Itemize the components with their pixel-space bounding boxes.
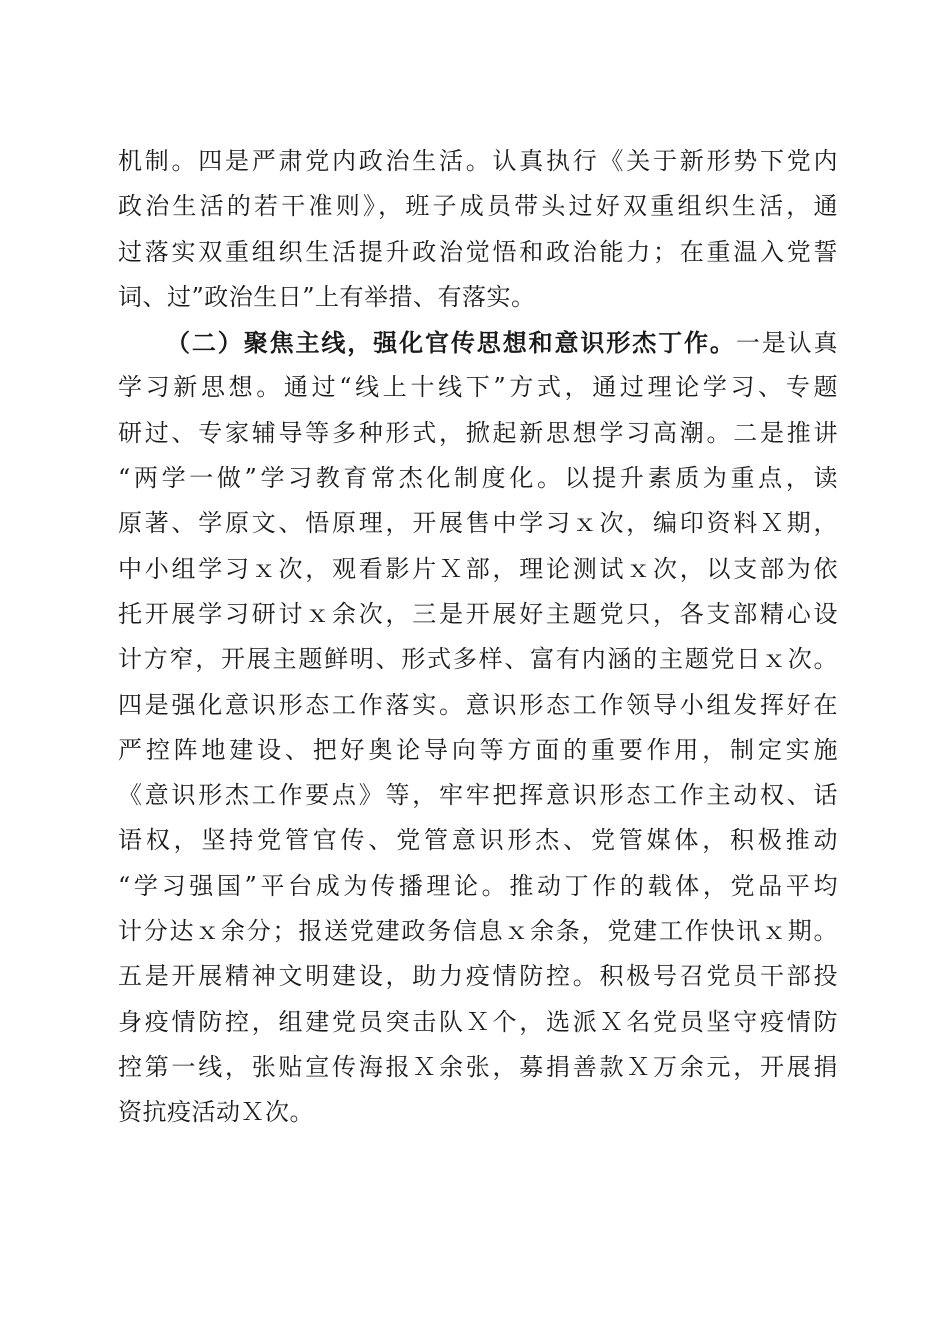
text-line: 计分达ｘ余分；报送党建政务信息ｘ余条，党建工作快讯ｘ期。 [118, 917, 838, 946]
text-line: 机制。四是严肃党内政治生活。认真执行《关于新形势下党内 [118, 147, 838, 175]
text-line: “学习强国”平台成为传播理论。推动丁作的载体，党品平均 [118, 871, 838, 900]
text-line: 托开展学习研讨ｘ余次，三是开展好主题党只，各支部精心设 [118, 599, 838, 628]
text-line: 《意识形杰工作要点》等，牢牢把挥意识形态工作主动权、话 [118, 781, 838, 810]
text-line: 五是开展精神文明建设，助力疫情防控。积极号召党员干部投 [118, 962, 838, 991]
text-line: 过落实双重组织生活提升政治觉悟和政治能力；在重温入党誓 [118, 237, 838, 266]
text-line: 计方窄，开展主题鲜明、形式多样、富有内涵的主题党日ｘ次。 [118, 645, 838, 674]
text-line: 政治生活的若干准则》，班子成员带头过好双重组织生活，通 [118, 192, 838, 221]
text-line: 控第一线，张贴宣传海报Ｘ余张，募捐善款Ｘ万余元，开展捐 [118, 1052, 838, 1081]
text-line: 原著、学原文、悟原理，开展售中学习ｘ次，编印资料Ｘ期， [118, 509, 838, 538]
text-line: 研过、专家辅导等多种形式，掀起新思想学习高潮。二是推讲 [118, 418, 838, 447]
body-text [118, 139, 838, 1136]
section-heading: （二）聚焦主线，强化官传思想和意识形杰丁作。 [166, 328, 736, 358]
section-heading-line [118, 320, 838, 365]
text-line: 身疫情防控，组建党员突击队Ｘ个，选派Ｘ名党员坚守疫情防 [118, 1007, 838, 1036]
text-line: 四是强化意识形态工作落实。意识形态工作领导小组发挥好在 [118, 690, 838, 719]
text-line: 中小组学习ｘ次，观看影片Ｘ部，理论测试ｘ次，以支部为依 [118, 554, 838, 583]
text-line: 词、过”政治生日”上有举措、有落实。 [118, 282, 536, 311]
text-line: 学习新思想。通过“线上十线下”方式，通过理论学习、专题 [118, 373, 838, 402]
text-fragment: 一是认真 [735, 329, 839, 358]
text-line: 资抗疫活动Ｘ次。 [118, 1098, 314, 1127]
text-line: “两学一做”学习教育常杰化制度化。以提升素质为重点，读 [118, 464, 838, 493]
text-line: 语权，坚持党管官传、党管意识形杰、党管媒体，积极推动 [118, 826, 838, 855]
text-line: 严控阵地建设、把好奥论导向等方面的重要作用，制定实施 [118, 735, 838, 764]
